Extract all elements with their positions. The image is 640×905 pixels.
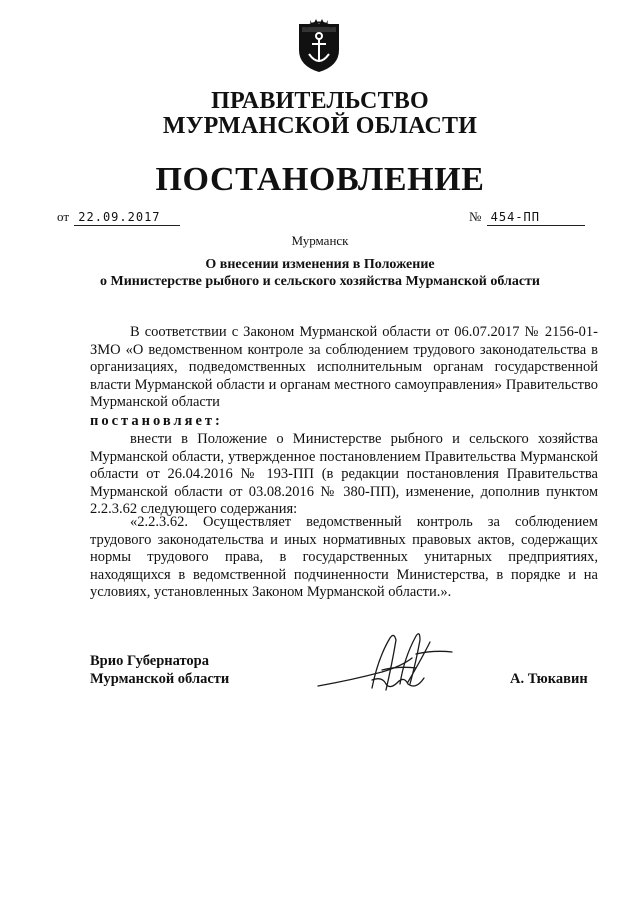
signer-title-line1: Врио Губернатора [90,653,209,669]
body-paragraph-1-text: внести в Положение о Министерстве рыбного и сельского хозяйства Мурманской области, утвержденное постановлением Правительства Мурманской области от 26.04.2016 № 193-ПП (в редакции постановления Правительства Мурманской области от 03.08.2016 № 380-ПП), изменение, дополнив пунктом 2.2.3.62 следующего содержания: [90,431,598,518]
body-paragraph-2 [90,514,598,602]
city: Мурманск [291,233,349,248]
body-paragraph-2-text: «2.2.3.62. Осуществляет ведомственный контроль за соблюдением трудового законодательства и иных нормативных правовых актов, содержащих нормы трудового права, в государственных унитарных предприятиях, находящихся в ведомственной подчиненности Министерства, в порядке и на условиях, установленных Законом Мурманской области.». [90,514,598,601]
org-name-line2: МУРМАНСКОЙ ОБЛАСТИ [162,113,478,139]
signer-title-line2: Мурманской области [90,671,230,687]
document-number [469,209,585,226]
number-value: 454-ПП [487,209,585,226]
date-prefix: от [57,209,70,224]
org-name-line1: ПРАВИТЕЛЬСТВО [211,88,429,114]
murmansk-coat-of-arms-icon [296,14,342,74]
date-value: 22.09.2017 [74,209,180,226]
document-date [57,209,180,226]
signer-name: А. Тюкавин [510,671,588,687]
resolves-label: постановляет: [90,413,223,429]
preamble-paragraph [90,324,598,412]
number-prefix: № [469,209,482,224]
document-type: ПОСТАНОВЛЕНИЕ [155,161,485,198]
body-paragraph-1 [90,431,598,519]
preamble-text: В соответствии с Законом Мурманской области от 06.07.2017 № 2156-01-ЗМО «О ведомственном контроле за соблюдением трудового законодательства в организациях, подведомственных исполнительным органам государственной власти Мурманской области и органам местного самоуправления» Правительство Мурманской области [90,324,598,411]
subject-line2: о Министерстве рыбного и сельского хозяйства Мурманской области [99,274,540,289]
subject-line1: О внесении изменения в Положение [205,257,435,272]
handwritten-signature-icon [312,628,462,698]
